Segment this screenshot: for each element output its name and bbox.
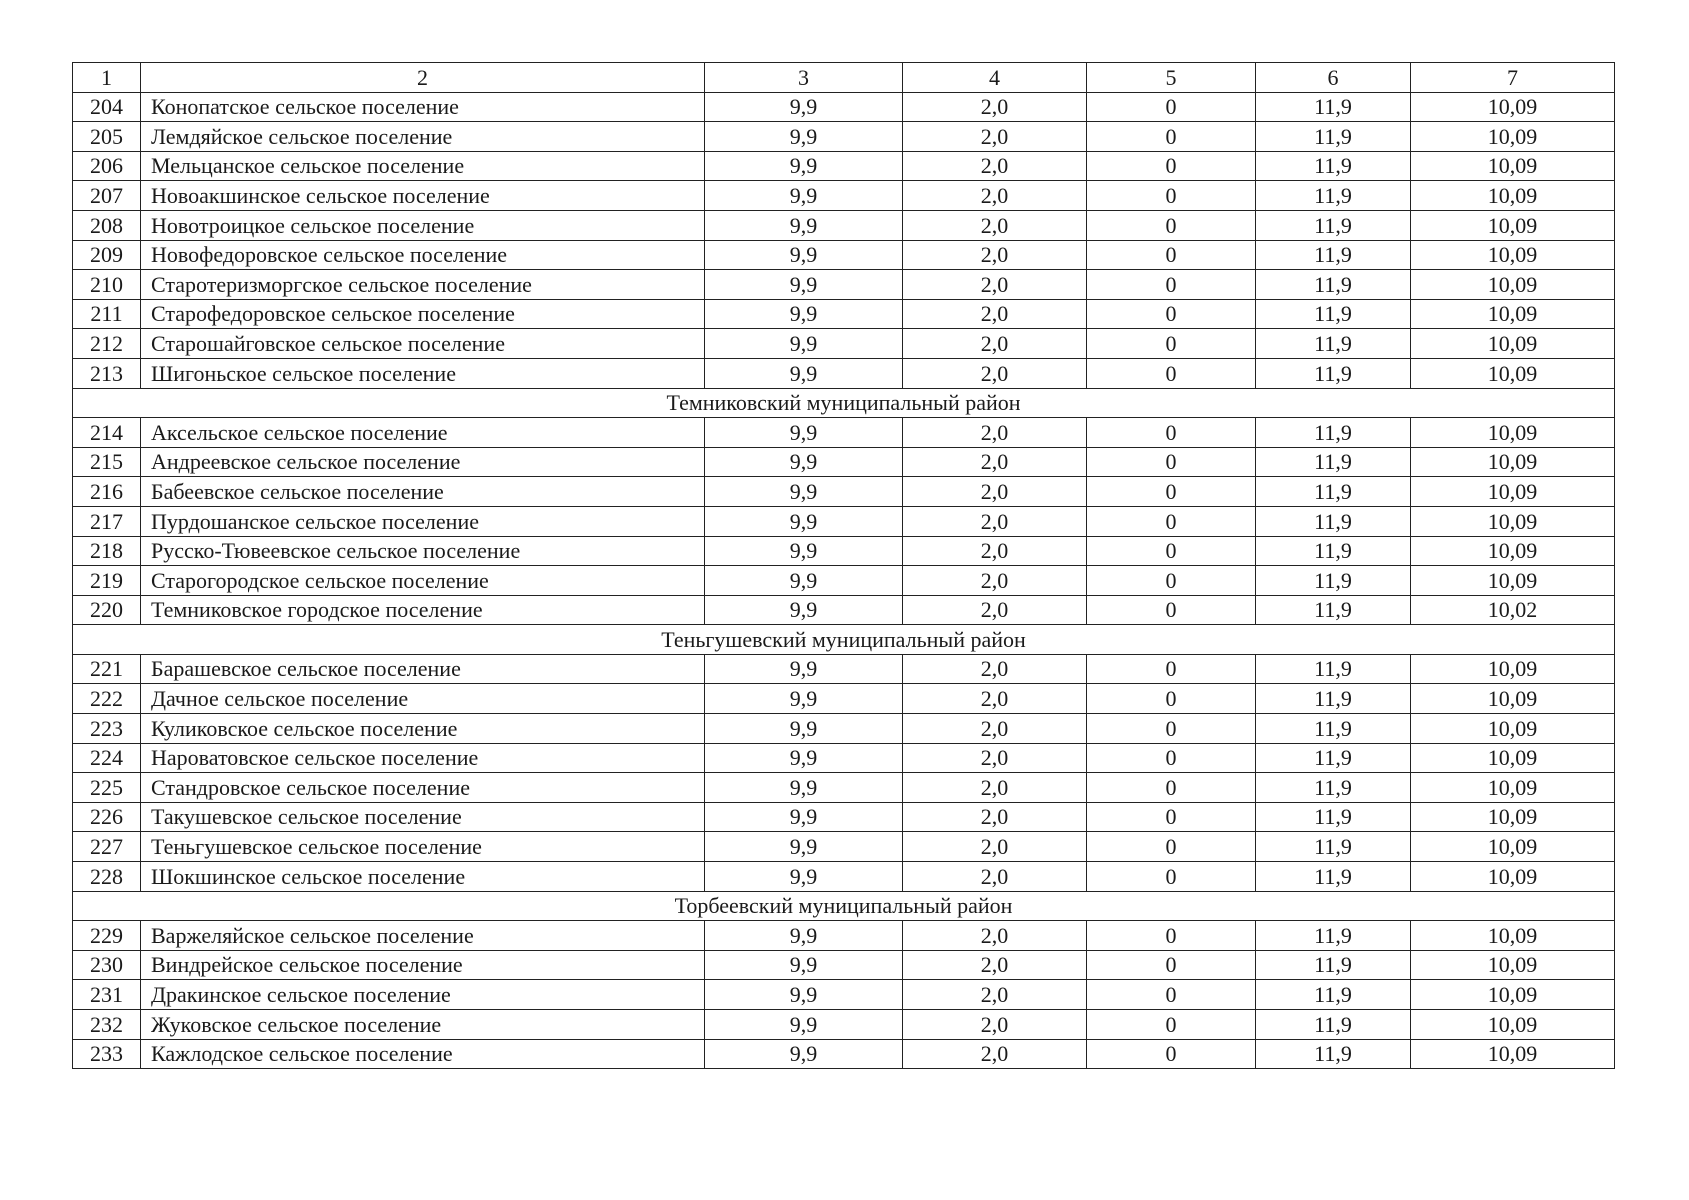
settlement-name: Новотроицкое сельское поселение (141, 210, 705, 240)
value-col-5: 0 (1087, 122, 1256, 152)
value-col-5: 0 (1087, 299, 1256, 329)
value-col-4: 2,0 (903, 358, 1087, 388)
column-number: 6 (1256, 63, 1411, 93)
row-number: 217 (73, 506, 141, 536)
value-col-6: 11,9 (1256, 92, 1411, 122)
value-col-7: 10,09 (1411, 92, 1615, 122)
settlement-name: Конопатское сельское поселение (141, 92, 705, 122)
row-number: 204 (73, 92, 141, 122)
value-col-3: 9,9 (705, 595, 903, 625)
table-row (73, 654, 1615, 684)
value-col-3: 9,9 (705, 210, 903, 240)
table-row (73, 950, 1615, 980)
value-col-4: 2,0 (903, 743, 1087, 773)
settlement-name: Варжеляйское сельское поселение (141, 921, 705, 951)
value-col-4: 2,0 (903, 151, 1087, 181)
value-col-3: 9,9 (705, 862, 903, 892)
table-row (73, 773, 1615, 803)
row-number: 213 (73, 358, 141, 388)
value-col-3: 9,9 (705, 151, 903, 181)
value-col-6: 11,9 (1256, 773, 1411, 803)
value-col-6: 11,9 (1256, 1010, 1411, 1040)
value-col-4: 2,0 (903, 862, 1087, 892)
row-number: 225 (73, 773, 141, 803)
value-col-3: 9,9 (705, 1039, 903, 1069)
value-col-7: 10,09 (1411, 743, 1615, 773)
value-col-7: 10,09 (1411, 299, 1615, 329)
settlement-name: Старогородское сельское поселение (141, 566, 705, 596)
value-col-7: 10,09 (1411, 1010, 1615, 1040)
table-row (73, 122, 1615, 152)
row-number: 216 (73, 477, 141, 507)
value-col-5: 0 (1087, 1010, 1256, 1040)
row-number: 222 (73, 684, 141, 714)
value-col-5: 0 (1087, 1039, 1256, 1069)
value-col-5: 0 (1087, 980, 1256, 1010)
table-row (73, 210, 1615, 240)
value-col-7: 10,09 (1411, 418, 1615, 448)
value-col-5: 0 (1087, 418, 1256, 448)
table-row (73, 684, 1615, 714)
table-row (73, 358, 1615, 388)
value-col-6: 11,9 (1256, 566, 1411, 596)
settlement-name: Аксельское сельское поселение (141, 418, 705, 448)
table-body (73, 63, 1615, 1069)
settlement-name: Стандровское сельское поселение (141, 773, 705, 803)
value-col-7: 10,09 (1411, 684, 1615, 714)
value-col-5: 0 (1087, 566, 1256, 596)
table-row (73, 566, 1615, 596)
value-col-3: 9,9 (705, 773, 903, 803)
column-number-row (73, 63, 1615, 93)
value-col-3: 9,9 (705, 802, 903, 832)
value-col-4: 2,0 (903, 447, 1087, 477)
value-col-3: 9,9 (705, 536, 903, 566)
settlement-name: Старошайговское сельское поселение (141, 329, 705, 359)
value-col-6: 11,9 (1256, 299, 1411, 329)
value-col-3: 9,9 (705, 181, 903, 211)
row-number: 224 (73, 743, 141, 773)
value-col-7: 10,09 (1411, 862, 1615, 892)
value-col-5: 0 (1087, 270, 1256, 300)
value-col-4: 2,0 (903, 240, 1087, 270)
value-col-7: 10,09 (1411, 654, 1615, 684)
column-number: 4 (903, 63, 1087, 93)
value-col-6: 11,9 (1256, 802, 1411, 832)
value-col-7: 10,09 (1411, 477, 1615, 507)
table-row (73, 270, 1615, 300)
value-col-4: 2,0 (903, 536, 1087, 566)
table-row (73, 921, 1615, 951)
column-number: 7 (1411, 63, 1615, 93)
value-col-7: 10,09 (1411, 329, 1615, 359)
table-row (73, 299, 1615, 329)
value-col-5: 0 (1087, 536, 1256, 566)
value-col-5: 0 (1087, 714, 1256, 744)
value-col-7: 10,09 (1411, 270, 1615, 300)
value-col-4: 2,0 (903, 329, 1087, 359)
value-col-4: 2,0 (903, 506, 1087, 536)
settlement-name: Лемдяйское сельское поселение (141, 122, 705, 152)
value-col-7: 10,09 (1411, 921, 1615, 951)
value-col-6: 11,9 (1256, 654, 1411, 684)
settlement-name: Старофедоровское сельское поселение (141, 299, 705, 329)
value-col-5: 0 (1087, 802, 1256, 832)
value-col-4: 2,0 (903, 299, 1087, 329)
value-col-5: 0 (1087, 181, 1256, 211)
value-col-3: 9,9 (705, 447, 903, 477)
settlements-table (72, 62, 1615, 1069)
row-number: 228 (73, 862, 141, 892)
value-col-5: 0 (1087, 684, 1256, 714)
value-col-6: 11,9 (1256, 181, 1411, 211)
value-col-7: 10,09 (1411, 773, 1615, 803)
value-col-7: 10,09 (1411, 240, 1615, 270)
value-col-5: 0 (1087, 240, 1256, 270)
row-number: 211 (73, 299, 141, 329)
table-row (73, 536, 1615, 566)
value-col-6: 11,9 (1256, 270, 1411, 300)
value-col-7: 10,09 (1411, 832, 1615, 862)
value-col-4: 2,0 (903, 595, 1087, 625)
row-number: 231 (73, 980, 141, 1010)
value-col-3: 9,9 (705, 329, 903, 359)
value-col-5: 0 (1087, 329, 1256, 359)
value-col-4: 2,0 (903, 950, 1087, 980)
row-number: 206 (73, 151, 141, 181)
value-col-5: 0 (1087, 832, 1256, 862)
row-number: 230 (73, 950, 141, 980)
value-col-6: 11,9 (1256, 151, 1411, 181)
row-number: 226 (73, 802, 141, 832)
value-col-6: 11,9 (1256, 122, 1411, 152)
table-row (73, 1039, 1615, 1069)
value-col-6: 11,9 (1256, 862, 1411, 892)
table-row (73, 329, 1615, 359)
value-col-6: 11,9 (1256, 595, 1411, 625)
column-number: 2 (141, 63, 705, 93)
value-col-3: 9,9 (705, 654, 903, 684)
value-col-4: 2,0 (903, 714, 1087, 744)
value-col-4: 2,0 (903, 1039, 1087, 1069)
value-col-3: 9,9 (705, 240, 903, 270)
settlement-name: Шокшинское сельское поселение (141, 862, 705, 892)
table-row (73, 240, 1615, 270)
table-row (73, 802, 1615, 832)
district-section-row (73, 625, 1615, 655)
table-row (73, 714, 1615, 744)
value-col-7: 10,09 (1411, 566, 1615, 596)
value-col-7: 10,09 (1411, 950, 1615, 980)
value-col-7: 10,09 (1411, 358, 1615, 388)
value-col-7: 10,09 (1411, 447, 1615, 477)
settlement-name: Дачное сельское поселение (141, 684, 705, 714)
column-number: 1 (73, 63, 141, 93)
settlement-name: Теньгушевское сельское поселение (141, 832, 705, 862)
settlement-name: Кажлодское сельское поселение (141, 1039, 705, 1069)
value-col-4: 2,0 (903, 832, 1087, 862)
table-row (73, 151, 1615, 181)
table-row (73, 418, 1615, 448)
value-col-3: 9,9 (705, 270, 903, 300)
value-col-6: 11,9 (1256, 536, 1411, 566)
table-row (73, 506, 1615, 536)
district-section-row (73, 891, 1615, 921)
row-number: 208 (73, 210, 141, 240)
value-col-3: 9,9 (705, 506, 903, 536)
value-col-6: 11,9 (1256, 950, 1411, 980)
table-row (73, 181, 1615, 211)
row-number: 233 (73, 1039, 141, 1069)
value-col-7: 10,09 (1411, 122, 1615, 152)
settlement-name: Виндрейское сельское поселение (141, 950, 705, 980)
value-col-5: 0 (1087, 921, 1256, 951)
value-col-4: 2,0 (903, 181, 1087, 211)
value-col-7: 10,09 (1411, 506, 1615, 536)
value-col-7: 10,09 (1411, 536, 1615, 566)
row-number: 219 (73, 566, 141, 596)
value-col-5: 0 (1087, 506, 1256, 536)
value-col-6: 11,9 (1256, 240, 1411, 270)
settlement-name: Старотеризморгское сельское поселение (141, 270, 705, 300)
column-number: 5 (1087, 63, 1256, 93)
value-col-3: 9,9 (705, 477, 903, 507)
value-col-5: 0 (1087, 950, 1256, 980)
value-col-5: 0 (1087, 654, 1256, 684)
value-col-7: 10,09 (1411, 980, 1615, 1010)
value-col-6: 11,9 (1256, 447, 1411, 477)
district-section-row (73, 388, 1615, 418)
settlement-name: Куликовское сельское поселение (141, 714, 705, 744)
value-col-3: 9,9 (705, 743, 903, 773)
value-col-5: 0 (1087, 447, 1256, 477)
row-number: 207 (73, 181, 141, 211)
value-col-7: 10,02 (1411, 595, 1615, 625)
value-col-4: 2,0 (903, 566, 1087, 596)
value-col-7: 10,09 (1411, 802, 1615, 832)
value-col-7: 10,09 (1411, 1039, 1615, 1069)
value-col-6: 11,9 (1256, 477, 1411, 507)
value-col-7: 10,09 (1411, 714, 1615, 744)
row-number: 214 (73, 418, 141, 448)
table-row (73, 447, 1615, 477)
district-title: Торбеевский муниципальный район (73, 891, 1615, 921)
value-col-5: 0 (1087, 92, 1256, 122)
value-col-4: 2,0 (903, 270, 1087, 300)
value-col-6: 11,9 (1256, 714, 1411, 744)
value-col-6: 11,9 (1256, 832, 1411, 862)
value-col-6: 11,9 (1256, 358, 1411, 388)
value-col-3: 9,9 (705, 358, 903, 388)
value-col-5: 0 (1087, 477, 1256, 507)
value-col-5: 0 (1087, 743, 1256, 773)
value-col-6: 11,9 (1256, 743, 1411, 773)
value-col-6: 11,9 (1256, 1039, 1411, 1069)
value-col-4: 2,0 (903, 210, 1087, 240)
row-number: 223 (73, 714, 141, 744)
value-col-7: 10,09 (1411, 210, 1615, 240)
table-row (73, 743, 1615, 773)
value-col-3: 9,9 (705, 832, 903, 862)
row-number: 227 (73, 832, 141, 862)
table-row (73, 477, 1615, 507)
table-row (73, 92, 1615, 122)
table-row (73, 980, 1615, 1010)
settlement-name: Новоакшинское сельское поселение (141, 181, 705, 211)
value-col-3: 9,9 (705, 299, 903, 329)
value-col-3: 9,9 (705, 418, 903, 448)
row-number: 218 (73, 536, 141, 566)
value-col-3: 9,9 (705, 122, 903, 152)
row-number: 210 (73, 270, 141, 300)
row-number: 215 (73, 447, 141, 477)
value-col-4: 2,0 (903, 773, 1087, 803)
value-col-3: 9,9 (705, 92, 903, 122)
value-col-4: 2,0 (903, 980, 1087, 1010)
value-col-6: 11,9 (1256, 210, 1411, 240)
settlement-name: Темниковское городское поселение (141, 595, 705, 625)
value-col-5: 0 (1087, 595, 1256, 625)
value-col-4: 2,0 (903, 122, 1087, 152)
value-col-5: 0 (1087, 210, 1256, 240)
value-col-7: 10,09 (1411, 151, 1615, 181)
table-row (73, 595, 1615, 625)
table-row (73, 862, 1615, 892)
value-col-3: 9,9 (705, 714, 903, 744)
value-col-4: 2,0 (903, 802, 1087, 832)
column-number: 3 (705, 63, 903, 93)
value-col-4: 2,0 (903, 921, 1087, 951)
settlement-name: Новофедоровское сельское поселение (141, 240, 705, 270)
value-col-3: 9,9 (705, 950, 903, 980)
settlement-name: Шигоньское сельское поселение (141, 358, 705, 388)
value-col-3: 9,9 (705, 980, 903, 1010)
row-number: 221 (73, 654, 141, 684)
value-col-3: 9,9 (705, 684, 903, 714)
value-col-5: 0 (1087, 862, 1256, 892)
row-number: 205 (73, 122, 141, 152)
value-col-6: 11,9 (1256, 980, 1411, 1010)
row-number: 220 (73, 595, 141, 625)
value-col-4: 2,0 (903, 477, 1087, 507)
district-title: Темниковский муниципальный район (73, 388, 1615, 418)
settlement-name: Мельцанское сельское поселение (141, 151, 705, 181)
value-col-7: 10,09 (1411, 181, 1615, 211)
value-col-5: 0 (1087, 358, 1256, 388)
settlement-name: Андреевское сельское поселение (141, 447, 705, 477)
value-col-4: 2,0 (903, 1010, 1087, 1040)
value-col-3: 9,9 (705, 1010, 903, 1040)
row-number: 209 (73, 240, 141, 270)
value-col-5: 0 (1087, 773, 1256, 803)
settlement-name: Нароватовское сельское поселение (141, 743, 705, 773)
value-col-5: 0 (1087, 151, 1256, 181)
value-col-3: 9,9 (705, 566, 903, 596)
table-row (73, 1010, 1615, 1040)
settlement-name: Пурдошанское сельское поселение (141, 506, 705, 536)
value-col-4: 2,0 (903, 92, 1087, 122)
settlement-name: Русско-Тювеевское сельское поселение (141, 536, 705, 566)
value-col-6: 11,9 (1256, 329, 1411, 359)
settlement-name: Такушевское сельское поселение (141, 802, 705, 832)
value-col-4: 2,0 (903, 418, 1087, 448)
settlement-name: Дракинское сельское поселение (141, 980, 705, 1010)
value-col-4: 2,0 (903, 684, 1087, 714)
table-row (73, 832, 1615, 862)
value-col-6: 11,9 (1256, 418, 1411, 448)
value-col-6: 11,9 (1256, 921, 1411, 951)
settlement-name: Барашевское сельское поселение (141, 654, 705, 684)
value-col-3: 9,9 (705, 921, 903, 951)
row-number: 212 (73, 329, 141, 359)
value-col-4: 2,0 (903, 654, 1087, 684)
value-col-6: 11,9 (1256, 684, 1411, 714)
settlement-name: Бабеевское сельское поселение (141, 477, 705, 507)
value-col-6: 11,9 (1256, 506, 1411, 536)
row-number: 232 (73, 1010, 141, 1040)
district-title: Теньгушевский муниципальный район (73, 625, 1615, 655)
row-number: 229 (73, 921, 141, 951)
settlement-name: Жуковское сельское поселение (141, 1010, 705, 1040)
